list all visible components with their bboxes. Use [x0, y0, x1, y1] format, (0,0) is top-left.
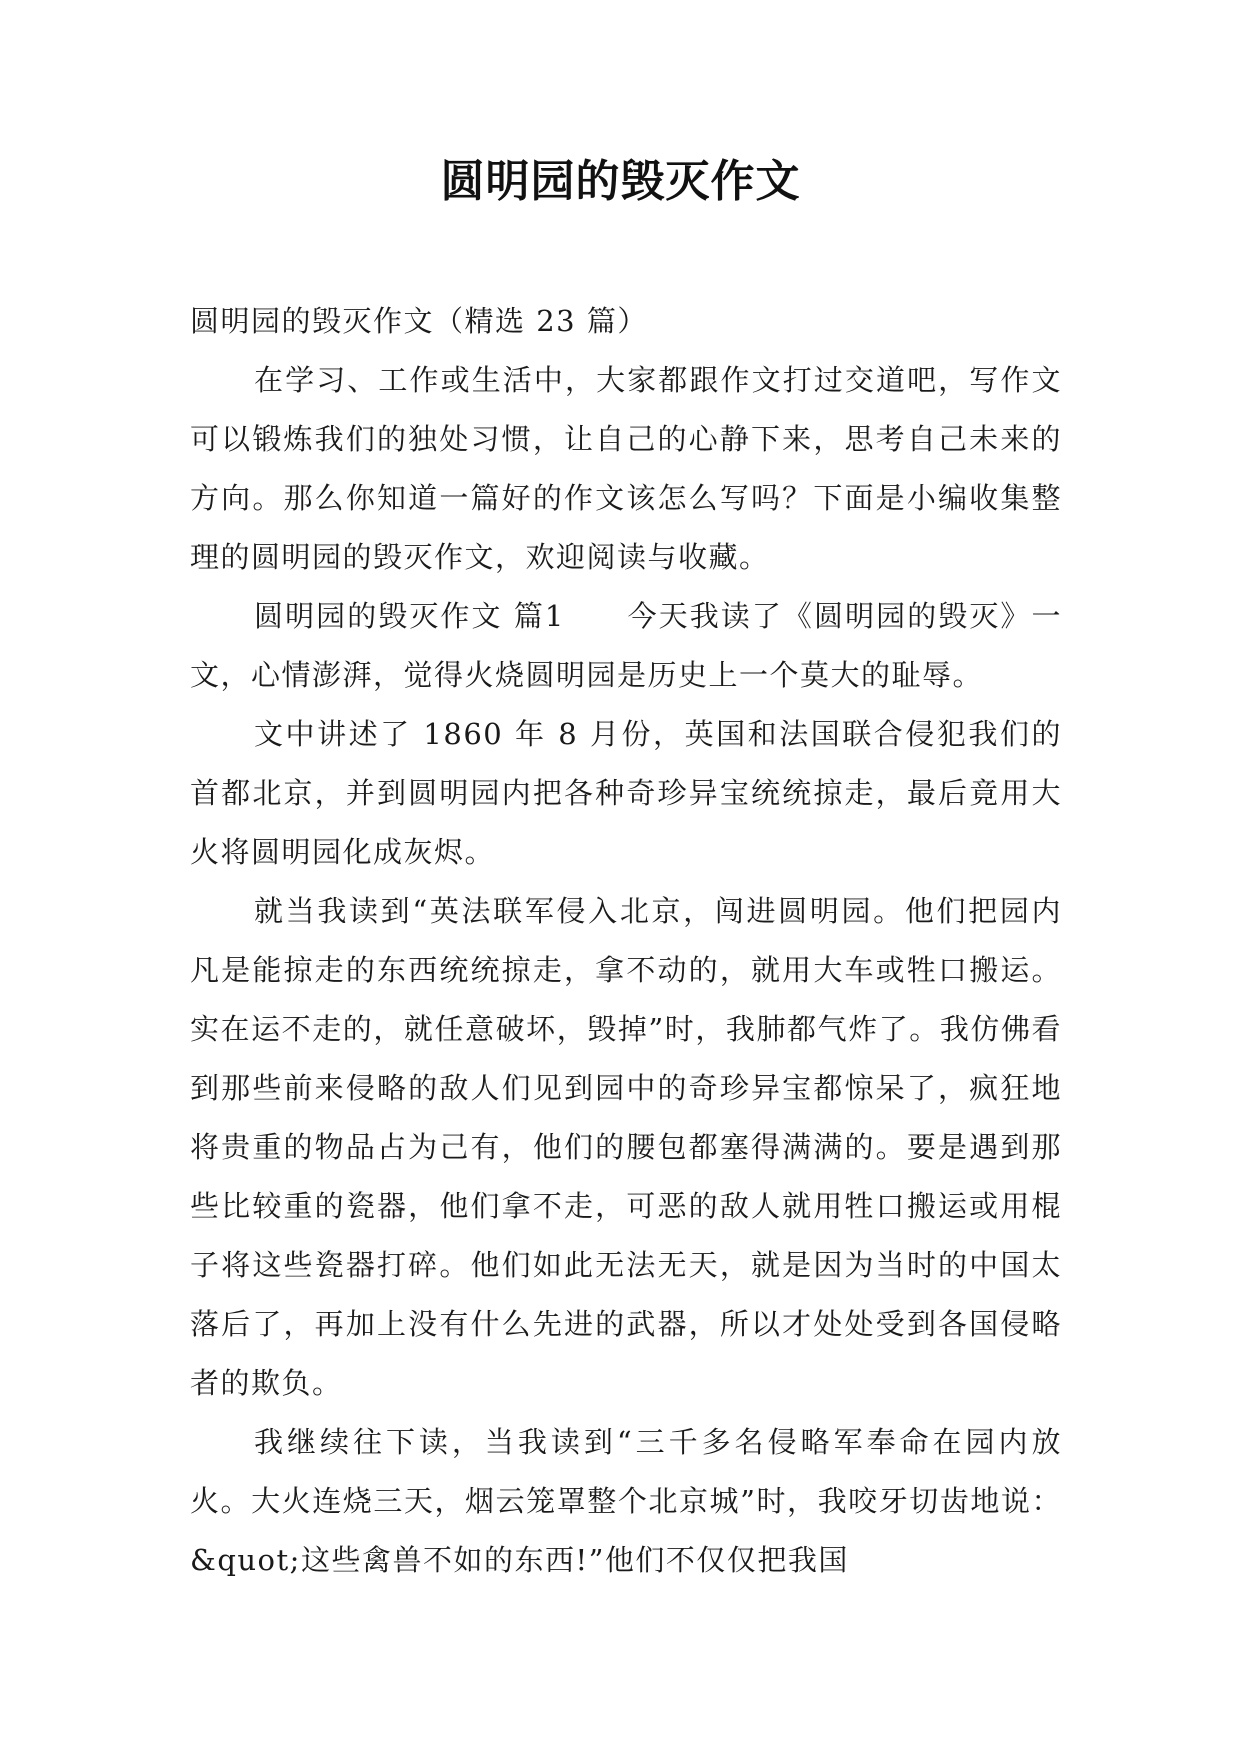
paragraph-intro: 在学习、工作或生活中，大家都跟作文打过交道吧，写作文可以锻炼我们的独处习惯，让自己的心静下来，思考自己未来的方向。那么你知道一篇好的作文该怎么写吗？下面是小编收集整理的圆明园的毁灭作文，欢迎阅读与收藏。	[190, 363, 1062, 574]
document-body	[190, 292, 1062, 1590]
document-subtitle: 圆明园的毁灭作文（精选 23 篇）	[190, 304, 648, 338]
document-title: 圆明园的毁灭作文	[440, 156, 801, 207]
paragraph-looting: 就当我读到“英法联军侵入北京，闯进圆明园。他们把园内凡是能掠走的东西统统掠走，拿不动的，就用大车或牲口搬运。实在运不走的，就任意破坏，毁掉”时，我肺都气炸了。我仿佛看到那些前来侵略的敌人们见到园中的奇珍异宝都惊呆了，疯狂地将贵重的物品占为己有，他们的腰包都塞得满满的。要是遇到那些比较重的瓷器，他们拿不走，可恶的敌人就用牲口搬运或用棍子将这些瓷器打碎。他们如此无法无天，就是因为当时的中国太落后了，再加上没有什么先进的武器，所以才处处受到各国侵略者的欺负。	[190, 894, 1062, 1400]
paragraph-essay-1-heading: 圆明园的毁灭作文 篇1 今天我读了《圆明园的毁灭》一文，心情澎湃，觉得火烧圆明园是历史上一个莫大的耻辱。	[190, 599, 1062, 692]
paragraph-history: 文中讲述了 1860 年 8 月份，英国和法国联合侵犯我们的首都北京，并到圆明园内把各种奇珍异宝统统掠走，最后竟用大火将圆明园化成灰烬。	[190, 717, 1062, 869]
paragraph-fire: 我继续往下读，当我读到“三千多名侵略军奉命在园内放火。大火连烧三天，烟云笼罩整个北京城”时，我咬牙切齿地说：&quot;这些禽兽不如的东西!”他们不仅仅把我国	[190, 1425, 1062, 1577]
